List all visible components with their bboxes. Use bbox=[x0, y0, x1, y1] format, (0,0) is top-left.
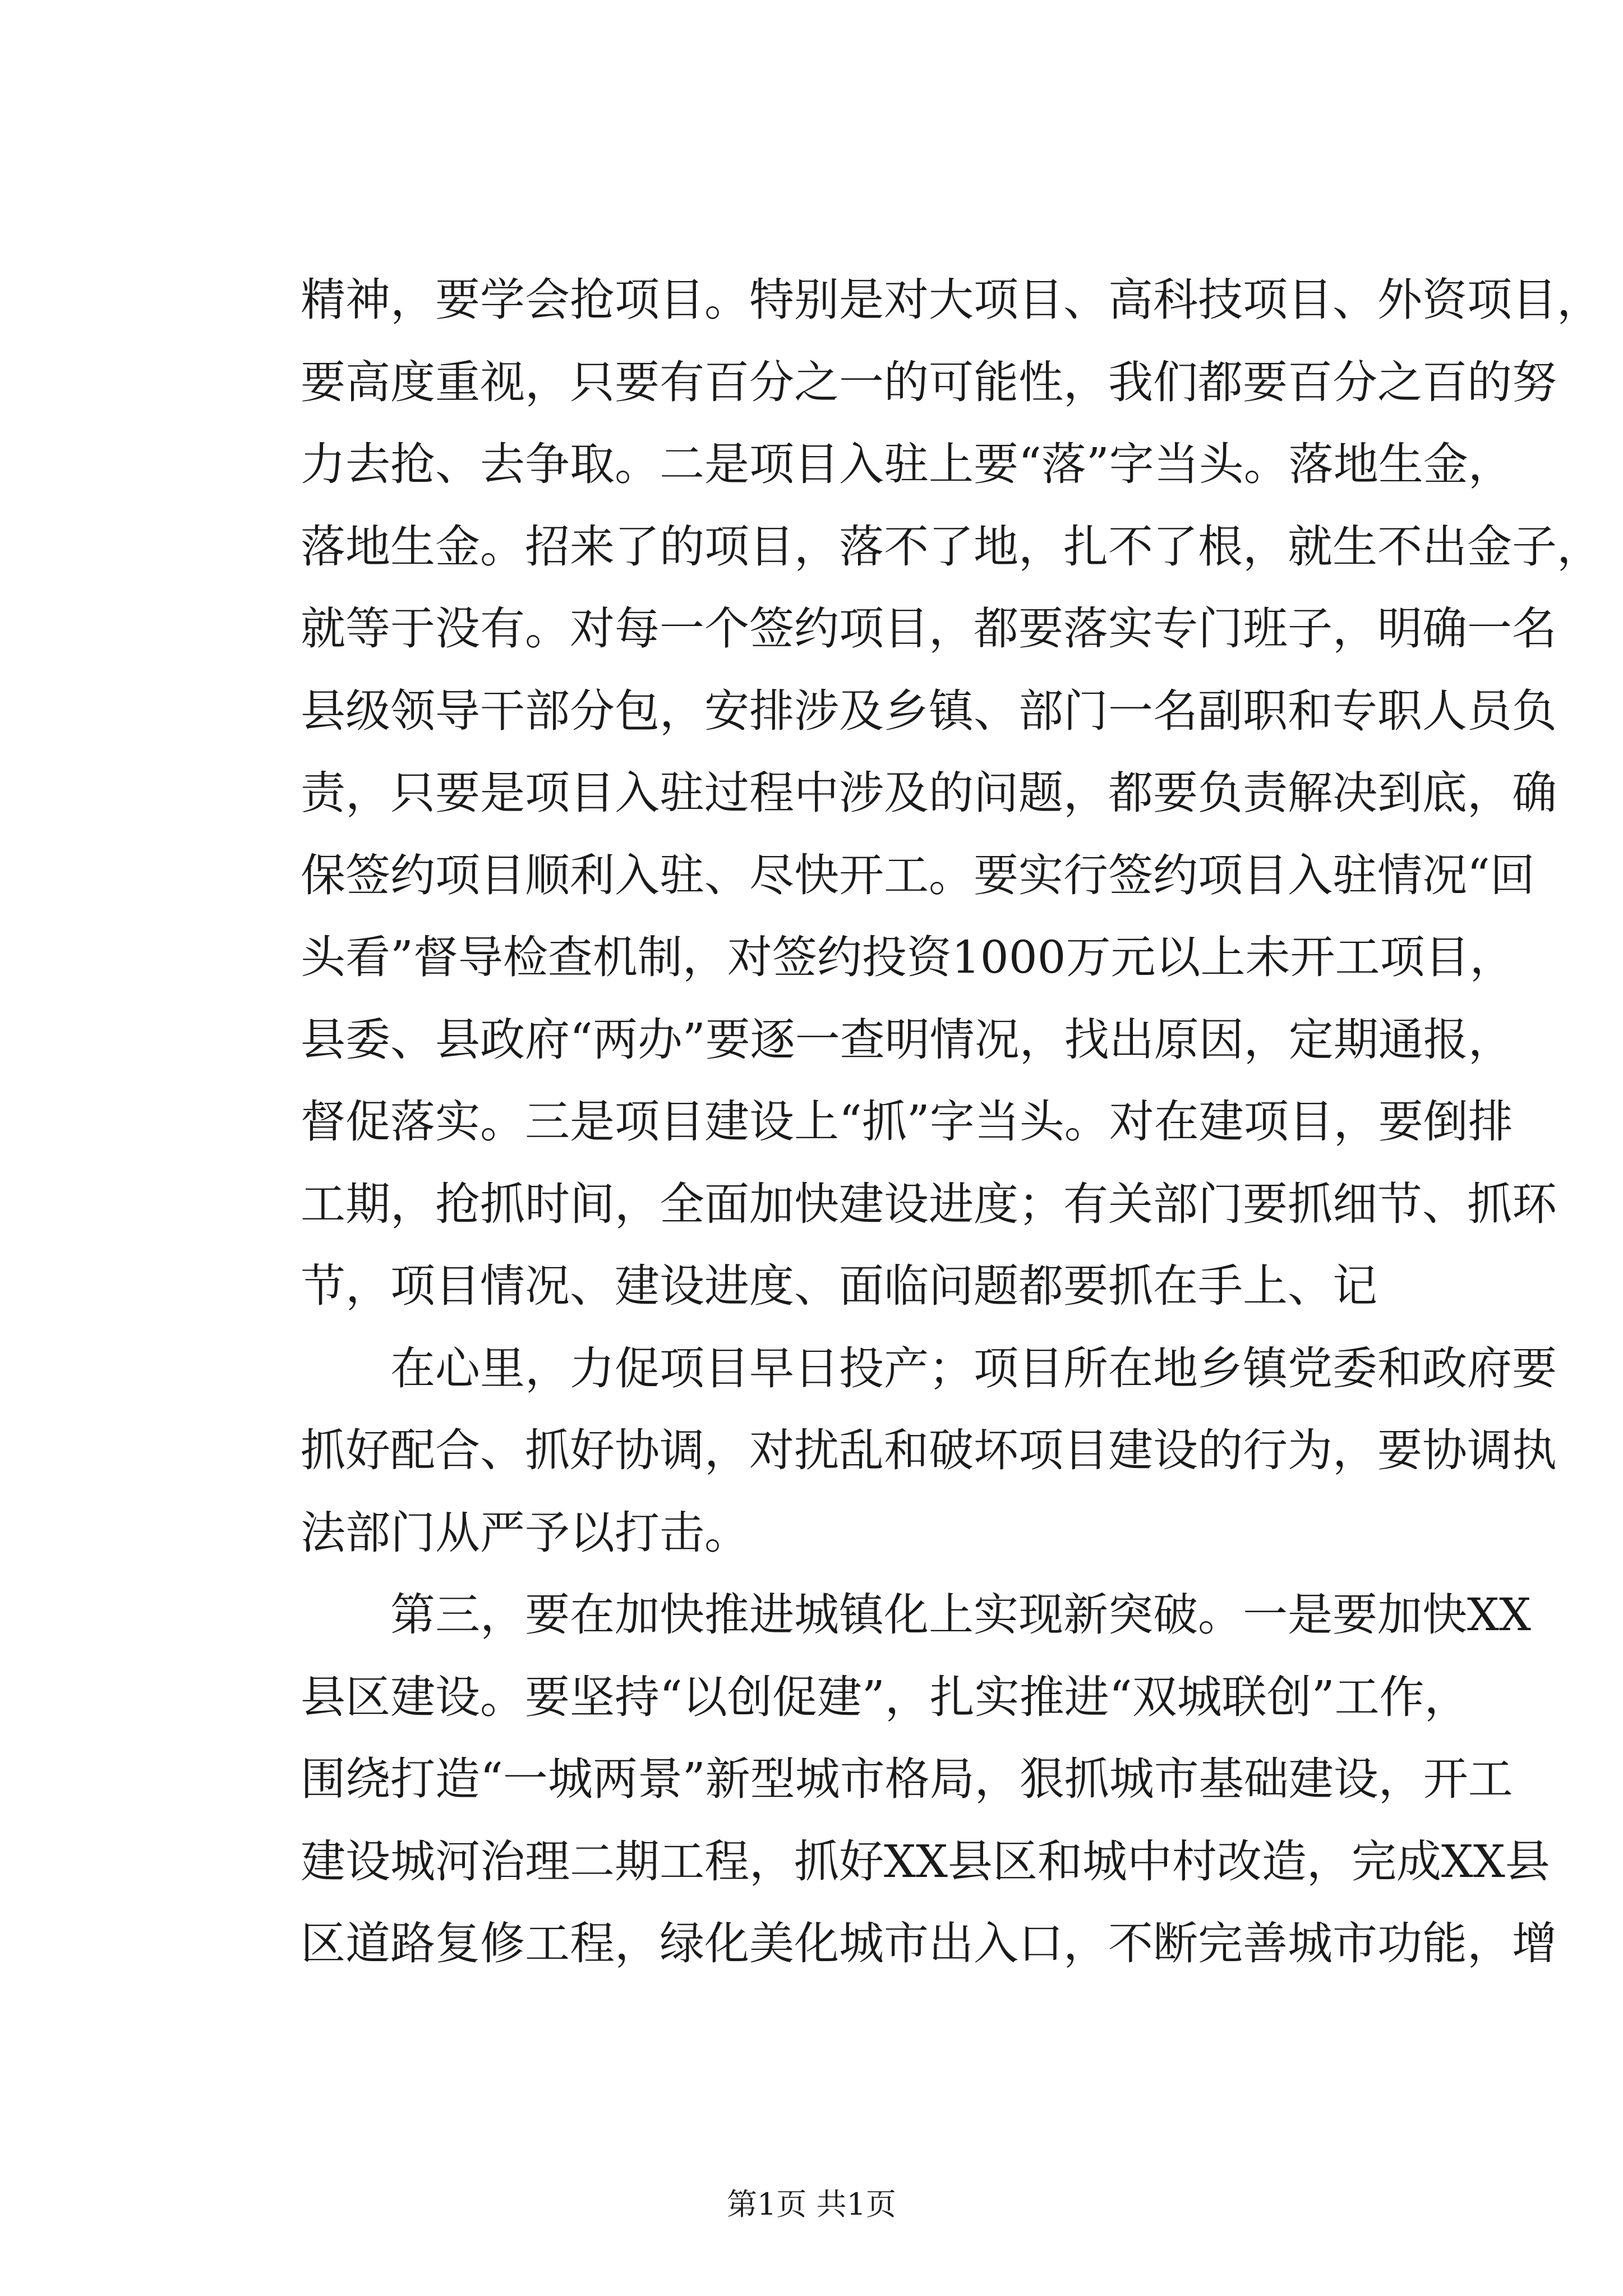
text-line: 在心里，力促项目早日投产；项目所在地乡镇党委和政府要 bbox=[390, 1342, 1557, 1395]
text-line: 工期，抢抓时间，全面加快建设进度；有关部门要抓细节、抓环 bbox=[301, 1177, 1557, 1230]
paragraph-project-continuation bbox=[301, 259, 1602, 1328]
body-text bbox=[301, 259, 1602, 1985]
text-line: 力去抢、去争取。二是项目入驻上要“落”字当头。落地生金， bbox=[301, 438, 1513, 490]
text-line: 督促落实。三是项目建设上“抓”字当头。对在建项目，要倒排 bbox=[301, 1096, 1513, 1148]
text-line: 精神，要学会抢项目。特别是对大项目、高科技项目、外资项目， bbox=[301, 274, 1602, 326]
text-line: 法部门从严予以打击。 bbox=[301, 1506, 749, 1559]
text-line: 县级领导干部分包，安排涉及乡镇、部门一名副职和专职人员负 bbox=[301, 684, 1557, 737]
page-number: 第1页 共1页 bbox=[727, 2187, 896, 2222]
text-line: 抓好配合、抓好协调，对扰乱和破坏项目建设的行为，要协调执 bbox=[301, 1424, 1557, 1476]
text-line: 区道路复修工程，绿化美化城市出入口，不断完善城市功能，增 bbox=[301, 1917, 1557, 1970]
text-line: 围绕打造“一城两景”新型城市格局，狠抓城市基础建设，开工 bbox=[301, 1753, 1513, 1805]
text-line: 第三，要在加快推进城镇化上实现新突破。一是要加快XX bbox=[390, 1589, 1531, 1641]
text-line: 就等于没有。对每一个签约项目，都要落实专门班子，明确一名 bbox=[301, 602, 1557, 655]
text-line: 县区建设。要坚持“以创促建”，扎实推进“双城联创”工作， bbox=[301, 1671, 1469, 1723]
text-line: 头看”督导检查机制，对签约投资1000万元以上未开工项目， bbox=[301, 931, 1515, 983]
text-line: 县委、县政府“两办”要逐一查明情况，找出原因，定期通报， bbox=[301, 1013, 1513, 1066]
text-line: 责，只要是项目入驻过程中涉及的问题，都要负责解决到底，确 bbox=[301, 767, 1557, 819]
paragraph-urbanization bbox=[301, 1574, 1557, 1985]
text-line: 保签约项目顺利入驻、尽快开工。要实行签约项目入驻情况“回 bbox=[301, 849, 1535, 901]
page-footer bbox=[0, 2185, 1623, 2224]
paragraph-project-coordination bbox=[301, 1328, 1557, 1575]
text-line: 落地生金。招来了的项目，落不了地，扎不了根，就生不出金子， bbox=[301, 520, 1602, 573]
text-line: 要高度重视，只要有百分之一的可能性，我们都要百分之百的努 bbox=[301, 356, 1557, 408]
text-line: 节，项目情况、建设进度、面临问题都要抓在手上、记 bbox=[301, 1260, 1377, 1312]
text-line: 建设城河治理二期工程，抓好XX县区和城中村改造，完成XX县 bbox=[301, 1835, 1550, 1888]
